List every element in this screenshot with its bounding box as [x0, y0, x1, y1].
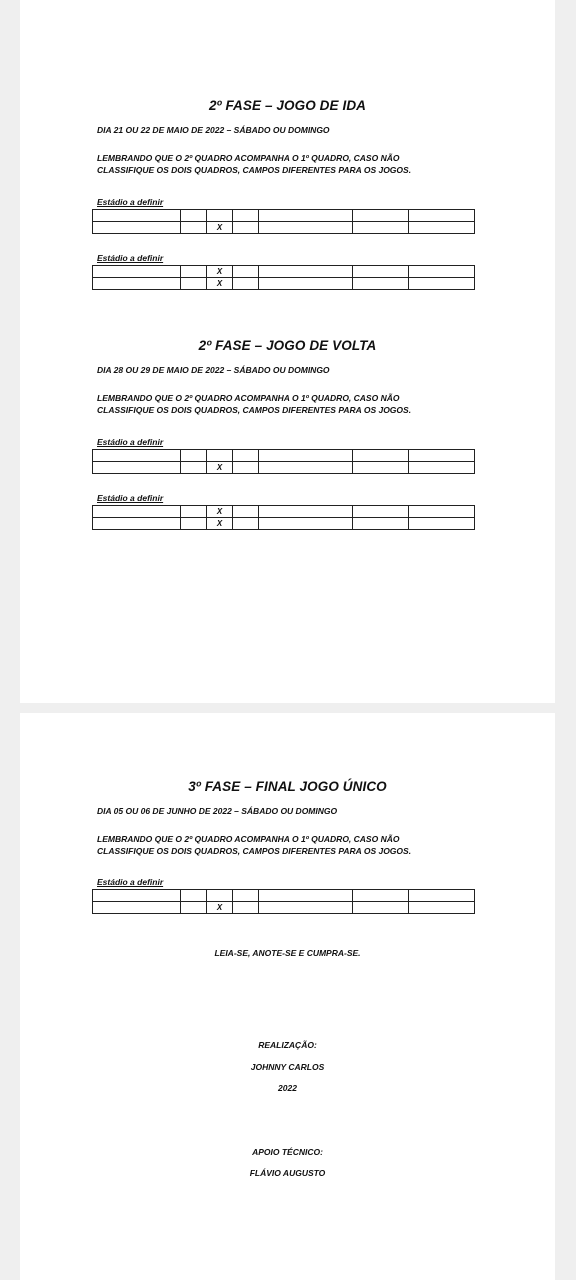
section-date-volta: DIA 28 OU 29 DE MAIO DE 2022 – SÁBADO OU DOMINGO: [97, 365, 330, 375]
table-row: [93, 462, 475, 474]
section-note-line1-ida: LEMBRANDO QUE O 2º QUADRO ACOMPANHA O 1º QUADRO, CASO NÃO: [97, 153, 400, 163]
section-title-ida: 2º FASE – JOGO DE IDA: [208, 98, 367, 113]
apoio-name: FLÁVIO AUGUSTO: [249, 1168, 326, 1178]
apoio-label: APOIO TÉCNICO:: [252, 1147, 323, 1157]
match-table-ida-1: [92, 209, 475, 234]
section-date-final: DIA 05 OU 06 DE JUNHO DE 2022 – SÁBADO OU DOMINGO: [97, 806, 338, 816]
section-note-line2-volta: CLASSIFIQUE OS DOIS QUADROS, CAMPOS DIFERENTES PARA OS JOGOS.: [97, 405, 412, 415]
table-row: [93, 210, 475, 222]
document-year: 2022: [278, 1083, 297, 1093]
section-note-line2-final: CLASSIFIQUE OS DOIS QUADROS, CAMPOS DIFERENTES PARA OS JOGOS.: [97, 846, 412, 856]
table-row: [93, 278, 475, 290]
document-page-2: [20, 713, 555, 1280]
versus-mark: X: [207, 266, 233, 278]
section-date-ida: DIA 21 OU 22 DE MAIO DE 2022 – SÁBADO OU DOMINGO: [97, 125, 330, 135]
document-page-1: [20, 0, 555, 703]
section-title-volta: 2º FASE – JOGO DE VOLTA: [198, 338, 377, 353]
table-row: [93, 518, 475, 530]
section-title-final: 3º FASE – FINAL JOGO ÚNICO: [188, 779, 387, 794]
realizacao-label: REALIZAÇÃO:: [258, 1040, 317, 1050]
stadium-label-ida-1: Estádio a definir: [97, 197, 164, 207]
match-table-volta-2: [92, 505, 475, 530]
versus-mark: X: [207, 506, 233, 518]
table-row: [93, 506, 475, 518]
versus-mark: X: [207, 278, 233, 290]
table-row: [93, 222, 475, 234]
closing-motto: LEIA-SE, ANOTE-SE E CUMPRA-SE.: [214, 948, 361, 958]
versus-mark: X: [207, 462, 233, 474]
realizacao-name: JOHNNY CARLOS: [250, 1062, 325, 1072]
stadium-label-final-1: Estádio a definir: [97, 877, 164, 887]
table-row: [93, 266, 475, 278]
section-note-line1-volta: LEMBRANDO QUE O 2º QUADRO ACOMPANHA O 1º QUADRO, CASO NÃO: [97, 393, 400, 403]
table-row: [93, 902, 475, 914]
section-note-line2-ida: CLASSIFIQUE OS DOIS QUADROS, CAMPOS DIFERENTES PARA OS JOGOS.: [97, 165, 412, 175]
table-row: [93, 890, 475, 902]
stadium-label-ida-2: Estádio a definir: [97, 253, 164, 263]
versus-mark: X: [207, 518, 233, 530]
match-table-ida-2: [92, 265, 475, 290]
match-table-final-1: [92, 889, 475, 914]
table-row: [93, 450, 475, 462]
versus-mark: X: [207, 902, 233, 914]
match-table-volta-1: [92, 449, 475, 474]
versus-mark: [207, 890, 233, 902]
versus-mark: [207, 450, 233, 462]
section-note-line1-final: LEMBRANDO QUE O 2º QUADRO ACOMPANHA O 1º QUADRO, CASO NÃO: [97, 834, 400, 844]
stadium-label-volta-2: Estádio a definir: [97, 493, 164, 503]
stadium-label-volta-1: Estádio a definir: [97, 437, 164, 447]
versus-mark: [207, 210, 233, 222]
versus-mark: X: [207, 222, 233, 234]
